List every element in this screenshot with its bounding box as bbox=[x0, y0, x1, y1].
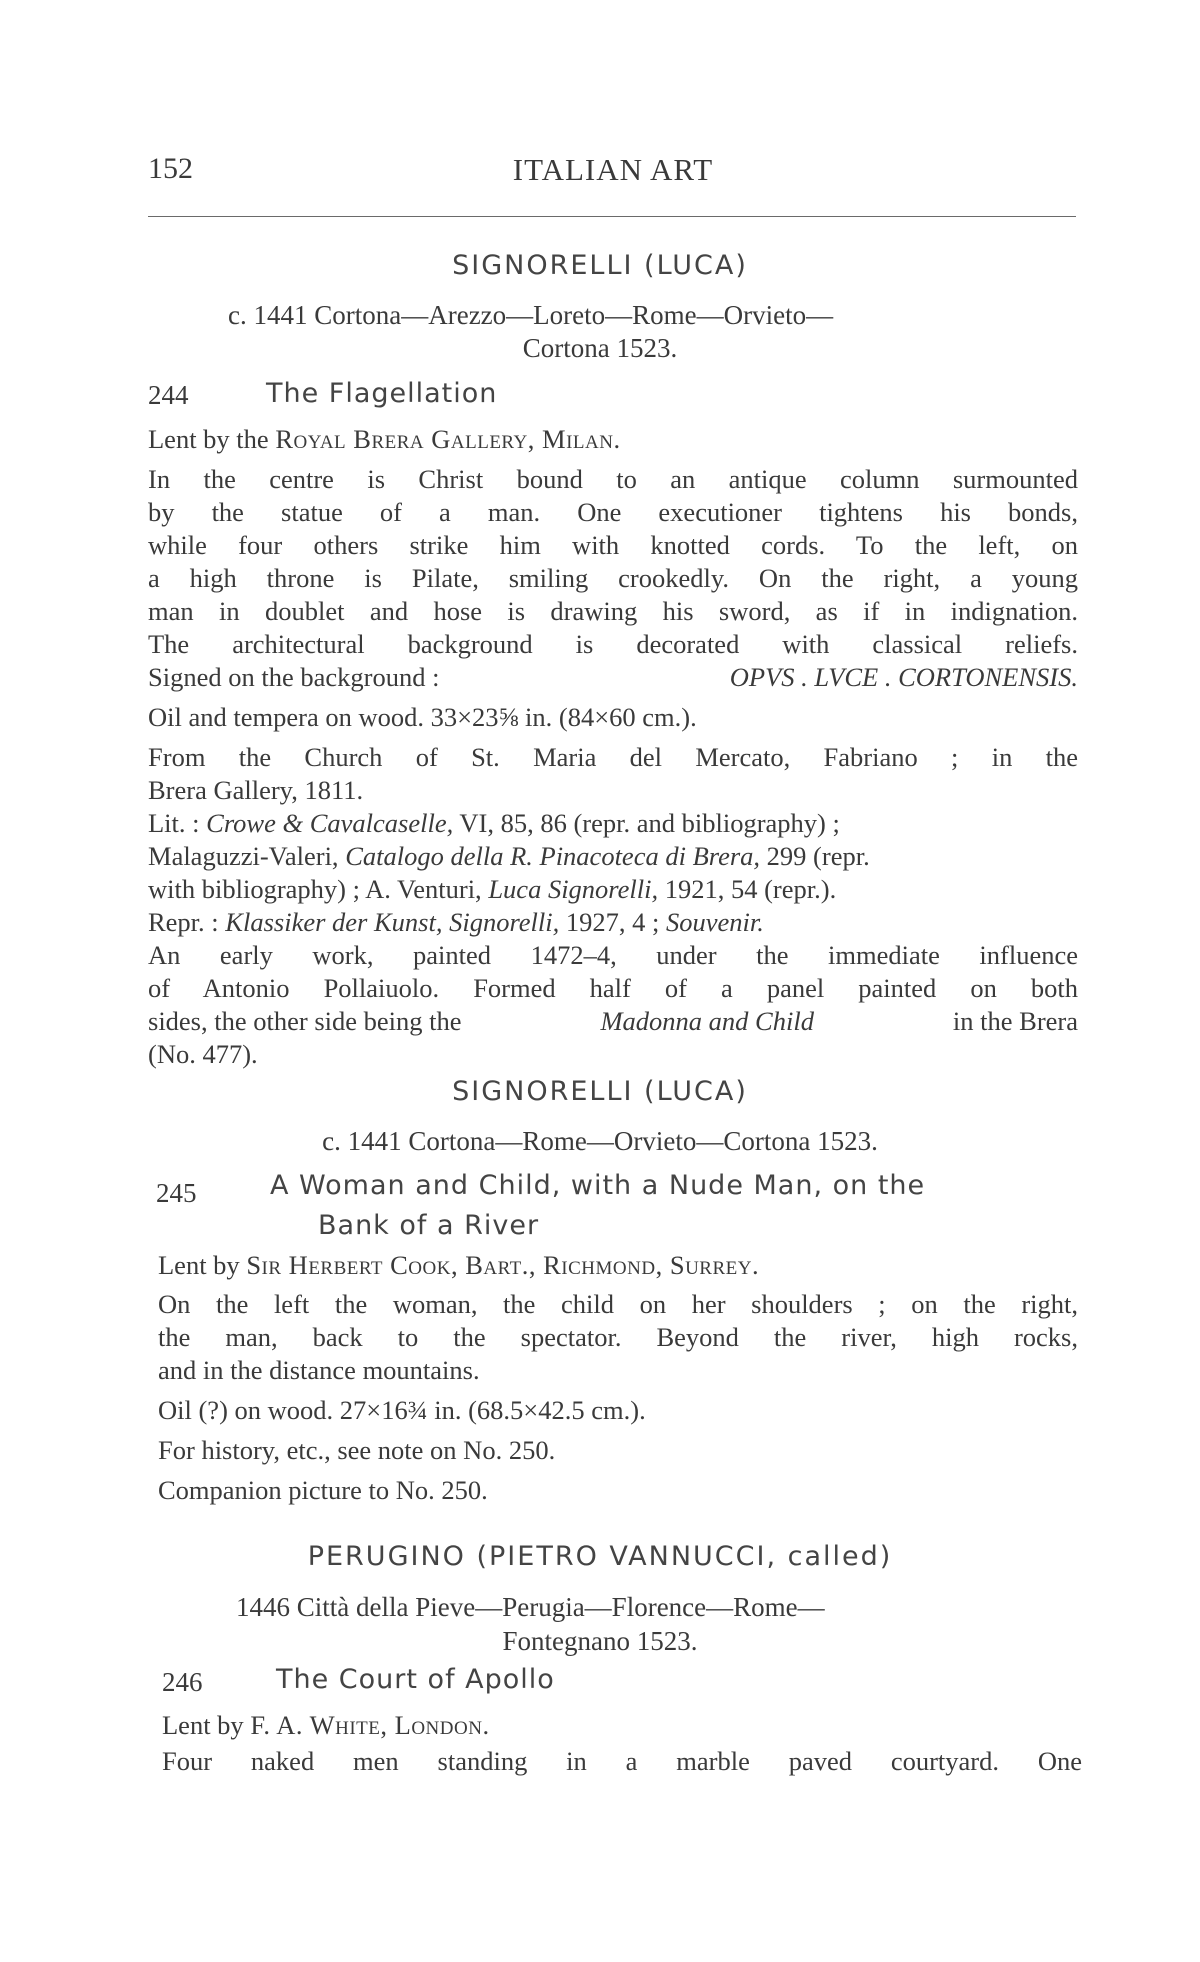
header-rule bbox=[148, 216, 1076, 217]
note-line: of Antonio Pollaiuolo. Formed half of a panel painted on both bbox=[148, 973, 1078, 1003]
artist-dates-line: Cortona 1523. bbox=[522, 333, 678, 363]
artist-dates-line: c. 1441 Cortona—Rome—Orvieto—Cortona 1523. bbox=[322, 1126, 878, 1156]
artist-heading: SIGNORELLI (LUCA) bbox=[452, 250, 748, 281]
description-line: man in doublet and hose is drawing his sword, as if in indignation. bbox=[148, 596, 1078, 626]
lender-prefix: Lent by bbox=[162, 1710, 251, 1740]
description-line: a high throne is Pilate, smiling crookedly. On the right, a young bbox=[148, 563, 1078, 593]
lender-line bbox=[158, 1250, 759, 1281]
literature-ref-author: Malaguzzi-Valeri, bbox=[148, 841, 346, 871]
note-text: in the Brera bbox=[952, 1006, 1078, 1036]
work-title bbox=[270, 1170, 1078, 1201]
lender-name: Royal Brera Gallery, Milan. bbox=[275, 424, 621, 454]
description-line: while four others strike him with knotted cords. To the left, on bbox=[148, 530, 1078, 560]
work-title-continuation: Bank of a River bbox=[318, 1210, 540, 1241]
provenance-line: Brera Gallery, 1811. bbox=[148, 775, 364, 805]
description-line: The architectural background is decorated with classical reliefs. bbox=[148, 629, 1078, 659]
literature-ref-author: with bibliography) ; A. Venturi, bbox=[148, 874, 489, 904]
note-line: (No. 477). bbox=[148, 1039, 258, 1069]
artist-dates-line: 1446 Città della Pieve—Perugia—Florence—Rome— bbox=[236, 1592, 825, 1622]
lender-name: Sir Herbert Cook, Bart., Richmond, Surrey. bbox=[246, 1250, 760, 1280]
lender-line bbox=[162, 1710, 490, 1741]
running-head bbox=[148, 152, 1078, 192]
artist-dates-line: c. 1441 Cortona—Arezzo—Loreto—Rome—Orvieto— bbox=[228, 300, 834, 330]
reproductions-title: Klassiker der Kunst, Signorelli, bbox=[225, 907, 560, 937]
lender-line bbox=[148, 424, 621, 455]
reproductions-label: Repr. : bbox=[148, 907, 226, 937]
literature-label: Lit. : bbox=[148, 808, 207, 838]
note-line: An early work, painted 1472–4, under the immediate influence bbox=[148, 940, 1078, 970]
entry-number: 244 bbox=[148, 380, 189, 410]
description-line: Four naked men standing in a marble paved courtyard. One bbox=[162, 1746, 1082, 1776]
history-line: For history, etc., see note on No. 250. bbox=[158, 1435, 556, 1465]
literature-line bbox=[148, 808, 840, 839]
signature-inscription: OPVS . LVCE . CORTONENSIS. bbox=[729, 662, 1078, 692]
history-line: Companion picture to No. 250. bbox=[158, 1475, 488, 1505]
literature-ref-title: Crowe & Cavalcaselle, bbox=[206, 808, 454, 838]
description-line: In the centre is Christ bound to an antique column surmounted bbox=[148, 464, 1078, 494]
work-title: The Court of Apollo bbox=[276, 1664, 555, 1695]
entry-number: 245 bbox=[156, 1178, 197, 1208]
medium-dimensions: Oil and tempera on wood. 33×23⅝ in. (84×60 cm.). bbox=[148, 702, 697, 732]
entry-number: 246 bbox=[162, 1667, 203, 1697]
lender-prefix: Lent by the bbox=[148, 424, 276, 454]
medium-dimensions: Oil (?) on wood. 27×16¾ in. (68.5×42.5 cm.). bbox=[158, 1395, 646, 1425]
reproductions-detail: 1927, 4 ; bbox=[559, 907, 667, 937]
description-line: by the statue of a man. One executioner tightens his bonds, bbox=[148, 497, 1078, 527]
artist-dates-line: Fontegnano 1523. bbox=[502, 1626, 698, 1656]
provenance-line: From the Church of St. Maria del Mercato, Fabriano ; in the bbox=[148, 742, 1078, 772]
running-title: ITALIAN ART bbox=[512, 152, 714, 187]
work-title: The Flagellation bbox=[266, 378, 498, 409]
note-text: sides, the other side being the bbox=[148, 1006, 462, 1036]
literature-ref-detail: 299 (repr. bbox=[760, 841, 870, 871]
literature-line bbox=[148, 874, 836, 905]
lender-name: F. A. White, London. bbox=[250, 1710, 490, 1740]
signature-prefix: Signed on the background : bbox=[148, 662, 440, 692]
lender-prefix: Lent by bbox=[158, 1250, 247, 1280]
description-line: the man, back to the spectator. Beyond the river, high rocks, bbox=[158, 1322, 1078, 1352]
artist-heading: SIGNORELLI (LUCA) bbox=[452, 1076, 748, 1107]
reproductions-title: Souvenir. bbox=[666, 907, 764, 937]
literature-line bbox=[148, 841, 870, 872]
note-work-title: Madonna and Child bbox=[600, 1006, 814, 1036]
page-number: 152 bbox=[148, 152, 193, 185]
description-line: and in the distance mountains. bbox=[158, 1355, 480, 1385]
description-line: On the left the woman, the child on her shoulders ; on the right, bbox=[158, 1289, 1078, 1319]
note-line bbox=[148, 1006, 1078, 1037]
literature-ref-title: Luca Signorelli, bbox=[488, 874, 659, 904]
signature-line bbox=[148, 662, 1078, 693]
literature-ref-title: Catalogo della R. Pinacoteca di Brera, bbox=[345, 841, 761, 871]
literature-ref-detail: VI, 85, 86 (repr. and bibliography) ; bbox=[453, 808, 840, 838]
literature-ref-detail: 1921, 54 (repr.). bbox=[658, 874, 837, 904]
reproductions-line bbox=[148, 907, 764, 938]
work-title-text: A Woman and Child, with a Nude Man, on the bbox=[270, 1170, 926, 1201]
artist-heading: PERUGINO (PIETRO VANNUCCI, called) bbox=[307, 1541, 893, 1572]
